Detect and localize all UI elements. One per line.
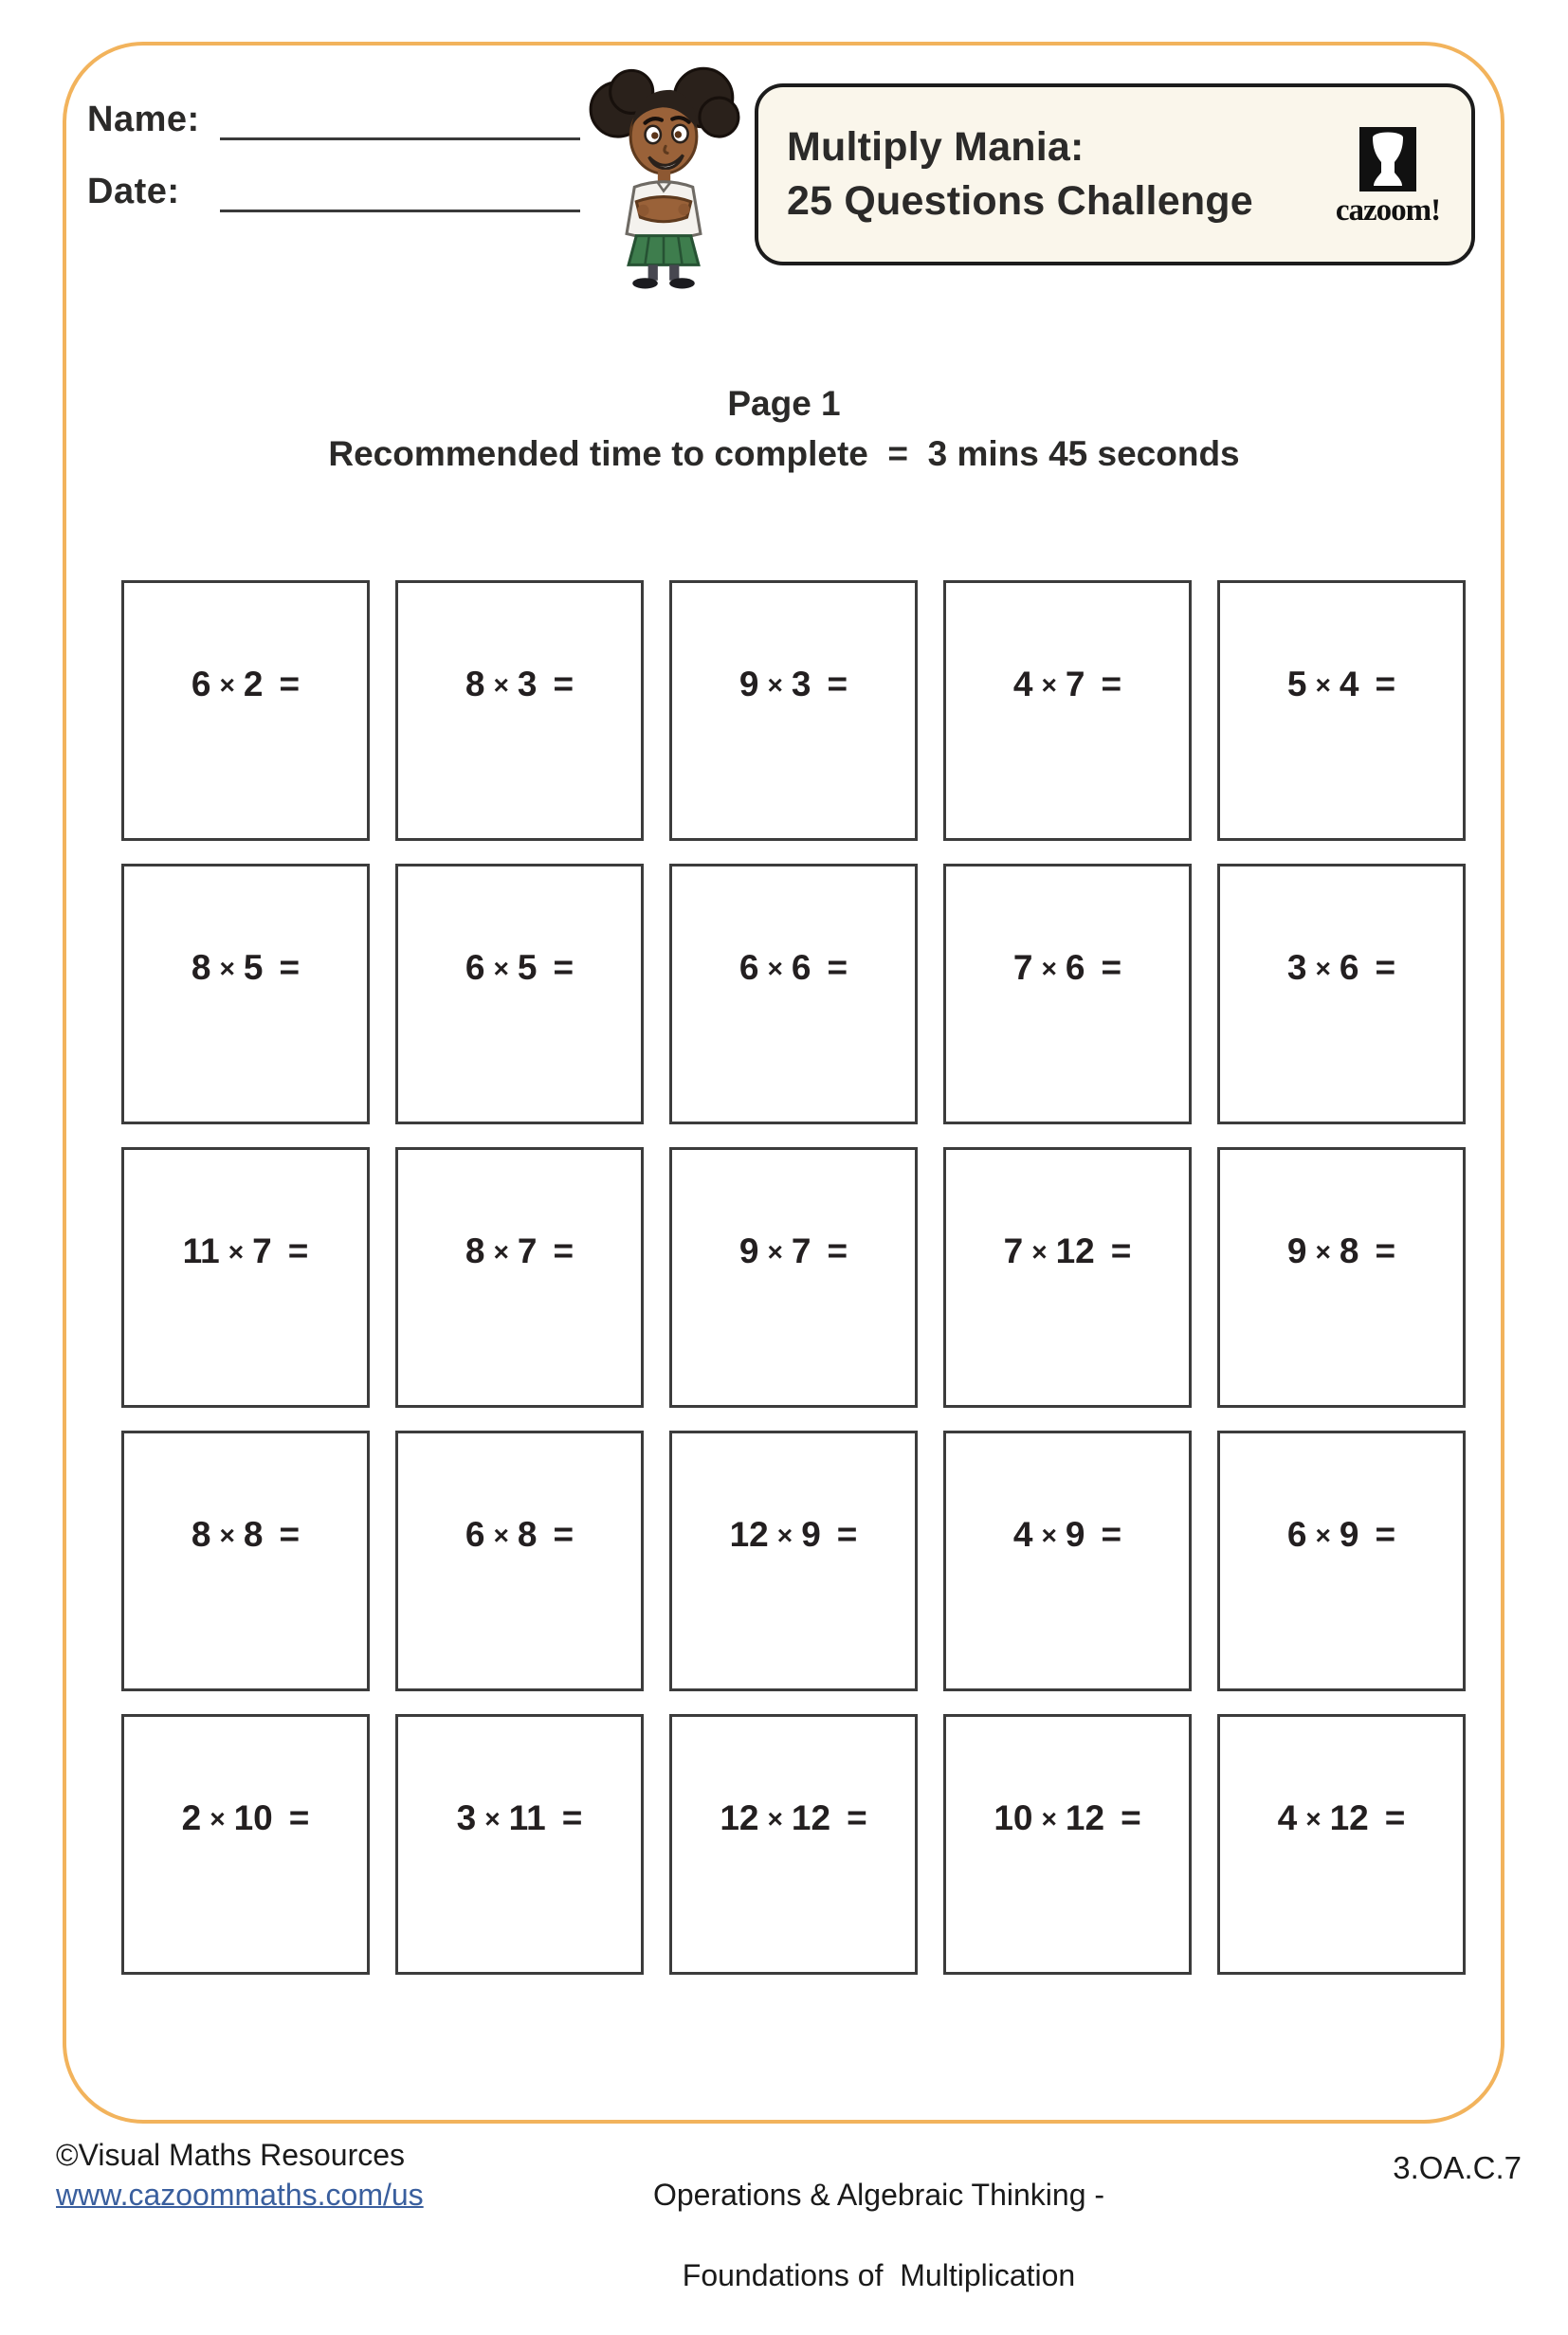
question-box [1217,1431,1466,1691]
question-box [669,1714,918,1975]
question-text: 6 × 9 = [1286,1515,1396,1554]
page-number-heading: Page 1 [727,384,841,423]
title-line-2: 25 Questions Challenge [787,178,1253,224]
footer [56,2135,1522,2335]
question-box [395,580,644,841]
copyright-text: ©Visual Maths Resources [56,2138,406,2172]
question-box [669,864,918,1124]
question-text: 8 × 3 = [465,665,574,703]
question-box [943,1431,1192,1691]
question-text: 8 × 7 = [465,1231,574,1270]
question-box [395,1714,644,1975]
question-text: 7 × 12 = [1003,1231,1132,1270]
question-box [669,1431,918,1691]
question-text: 3 × 11 = [456,1798,583,1837]
question-text: 9 × 8 = [1286,1231,1396,1270]
question-box [395,1147,644,1408]
question-text: 8 × 8 = [191,1515,301,1554]
question-box [1217,580,1466,841]
title-box [755,83,1475,265]
question-box [943,864,1192,1124]
question-text: 2 × 10 = [181,1798,310,1837]
question-box [121,864,370,1124]
question-box [943,1147,1192,1408]
date-label: Date: [87,172,180,211]
question-text: 9 × 3 = [738,665,848,703]
topic-line-2: Foundations of Multiplication [682,2257,1076,2292]
question-text: 6 × 5 = [465,948,574,987]
question-text: 3 × 6 = [1286,948,1396,987]
name-field-row [87,91,590,140]
worksheet-title [787,120,1327,228]
djembe-drum-icon [1359,127,1416,192]
question-box [121,1147,370,1408]
question-text: 6 × 2 = [191,665,301,703]
name-line [220,99,580,140]
question-box [943,580,1192,841]
topic-line-1: Operations & Algebraic Thinking - [652,2178,1105,2213]
question-text: 6 × 8 = [465,1515,574,1554]
question-text: 9 × 7 = [738,1231,848,1270]
name-date-block [87,91,590,235]
question-box [1217,1147,1466,1408]
question-text: 10 × 12 = [994,1798,1141,1837]
question-text: 7 × 6 = [1012,948,1122,987]
footer-attribution [56,2135,464,2215]
date-line [220,171,580,212]
question-text: 5 × 4 = [1286,665,1396,703]
questions-grid [121,580,1468,1975]
question-text: 12 × 12 = [720,1798,867,1837]
question-box [669,1147,918,1408]
student-character-illustration [580,57,747,290]
question-text: 4 × 7 = [1012,665,1122,703]
recommended-time-text: Recommended time to complete = 3 mins 45 seconds [328,434,1240,473]
question-text: 8 × 5 = [191,948,301,987]
footer-topic [464,2135,1294,2335]
question-box [943,1714,1192,1975]
question-text: 12 × 9 = [729,1515,858,1554]
question-box [1217,864,1466,1124]
question-box [669,580,918,841]
standard-code: 3.OA.C.7 [1393,2150,1522,2185]
question-box [395,864,644,1124]
cazoom-logo-text: cazoom! [1335,192,1441,228]
question-box [1217,1714,1466,1975]
question-text: 6 × 6 = [738,948,848,987]
name-label: Name: [87,100,200,139]
question-box [395,1431,644,1691]
website-link[interactable]: www.cazoommaths.com/us [56,2178,424,2213]
question-text: 4 × 12 = [1277,1798,1406,1837]
question-text: 11 × 7 = [182,1231,309,1270]
question-box [121,1714,370,1975]
question-box [121,580,370,841]
title-line-1: Multiply Mania: [787,123,1085,170]
question-box [121,1431,370,1691]
cazoom-logo [1327,121,1449,228]
question-text: 4 × 9 = [1012,1515,1122,1554]
date-field-row [87,163,590,212]
